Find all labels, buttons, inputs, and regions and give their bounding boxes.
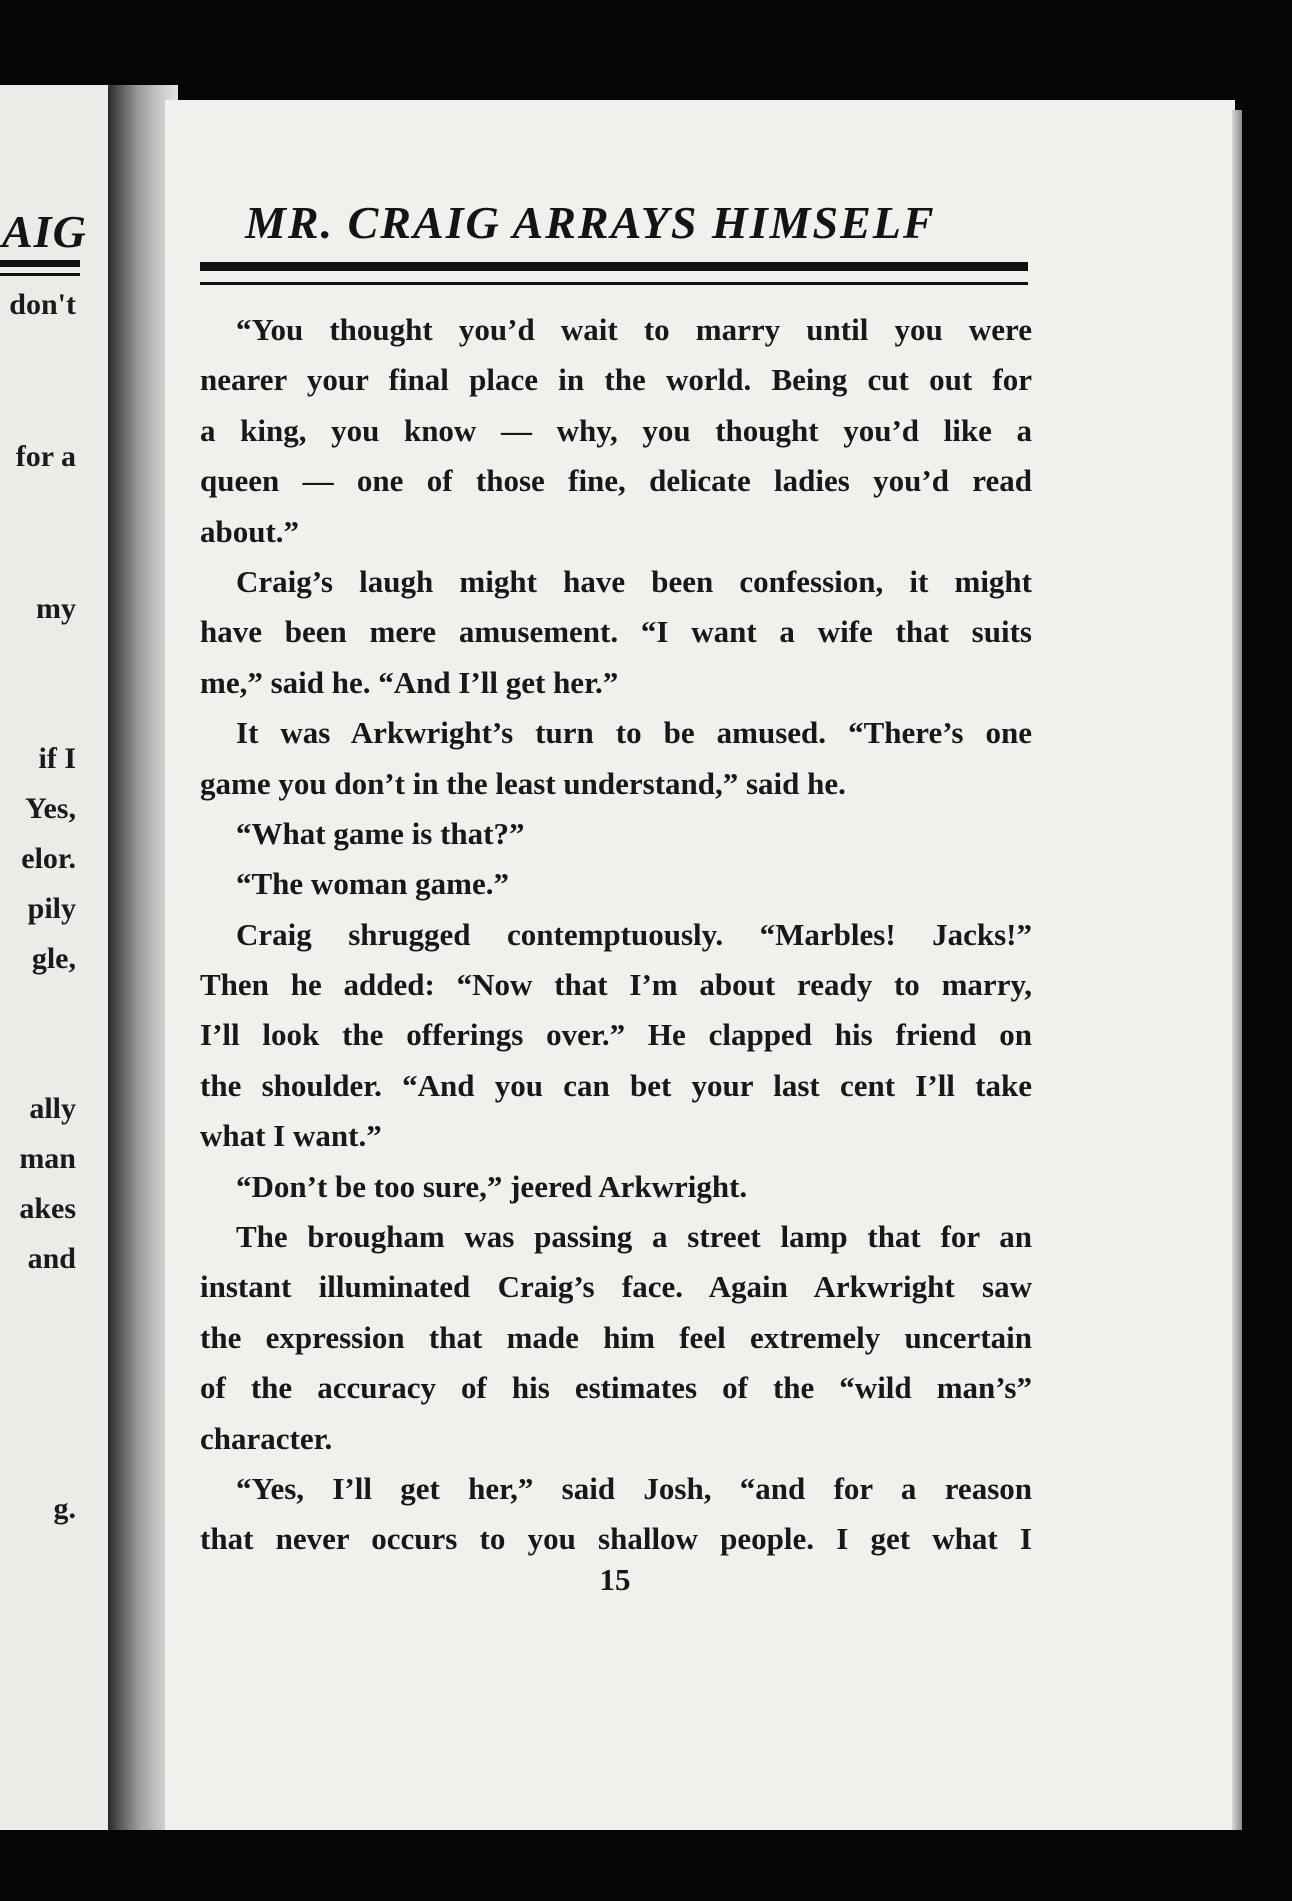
- page-number: 15: [599, 1562, 631, 1597]
- text-line: about.”: [200, 513, 300, 549]
- text-line: me,” said he. “And I’ll get her.”: [200, 664, 619, 700]
- text-line: game you don’t in the least understand,” said he.: [200, 765, 846, 801]
- text-line: have been mere amusement. “I want a wife that suits: [200, 614, 1032, 650]
- facing-page-line: man: [19, 1142, 76, 1175]
- text-line: what I want.”: [200, 1118, 382, 1154]
- page-edge: [1232, 110, 1242, 1830]
- text-line: nearer your final place in the world. Being cut out for: [200, 362, 1032, 398]
- text-line: Craig shrugged contemptuously. “Marbles! Jacks!”: [236, 916, 1032, 952]
- facing-page-line: pily: [27, 892, 76, 925]
- text-line: “You thought you’d wait to marry until you were: [236, 312, 1032, 347]
- text-line: “What game is that?”: [236, 815, 525, 851]
- facing-page-line: akes: [19, 1192, 76, 1225]
- text-line: “The woman game.”: [236, 866, 509, 902]
- text-line: Craig’s laugh might have been confession, it might: [236, 563, 1032, 599]
- text-line: “Don’t be too sure,” jeered Arkwright.: [236, 1168, 748, 1204]
- text-line: the shoulder. “And you can bet your last cent I’ll take: [200, 1067, 1032, 1103]
- running-head: MR. CRAIG ARRAYS HIMSELF: [245, 197, 936, 248]
- text-line: character.: [200, 1420, 333, 1456]
- text-line: Then he added: “Now that I’m about ready to marry,: [200, 967, 1032, 1003]
- facing-page-rule-thick: [0, 260, 80, 267]
- text-line: The brougham was passing a street lamp that for an: [236, 1219, 1032, 1255]
- body-text: [200, 305, 1032, 1565]
- facing-page-line: for a: [15, 440, 76, 473]
- text-line: “Yes, I’ll get her,” said Josh, “and for a reason: [236, 1470, 1032, 1506]
- text-line: the expression that made him feel extremely uncertain: [200, 1319, 1032, 1355]
- facing-page-line: Yes,: [25, 792, 76, 825]
- facing-page-line: elor.: [21, 842, 76, 875]
- text-line: It was Arkwright’s turn to be amused. “There’s one: [236, 715, 1032, 751]
- facing-page-rule-thin: [0, 273, 80, 276]
- facing-page-running-head: AIG: [2, 206, 87, 257]
- header-rule-thick: [200, 262, 1028, 271]
- facing-page-line: and: [27, 1242, 76, 1275]
- text-line: queen — one of those fine, delicate ladies you’d read: [200, 463, 1032, 499]
- facing-page-line: don't: [9, 288, 76, 321]
- facing-page-line: ally: [29, 1092, 76, 1125]
- facing-page-line: gle,: [31, 942, 76, 975]
- facing-page-line: if I: [38, 742, 76, 775]
- text-line: instant illuminated Craig’s face. Again Arkwright saw: [200, 1269, 1032, 1305]
- facing-page-line: g.: [53, 1492, 76, 1525]
- text-line: that never occurs to you shallow people. I get what I: [200, 1521, 1032, 1557]
- text-line: I’ll look the offerings over.” He clapped his friend on: [200, 1017, 1032, 1053]
- header-rule-thin: [200, 282, 1028, 285]
- facing-page-line: my: [36, 592, 76, 625]
- text-line: of the accuracy of his estimates of the “wild man’s”: [200, 1370, 1032, 1406]
- text-line: a king, you know — why, you thought you’d like a: [200, 412, 1032, 448]
